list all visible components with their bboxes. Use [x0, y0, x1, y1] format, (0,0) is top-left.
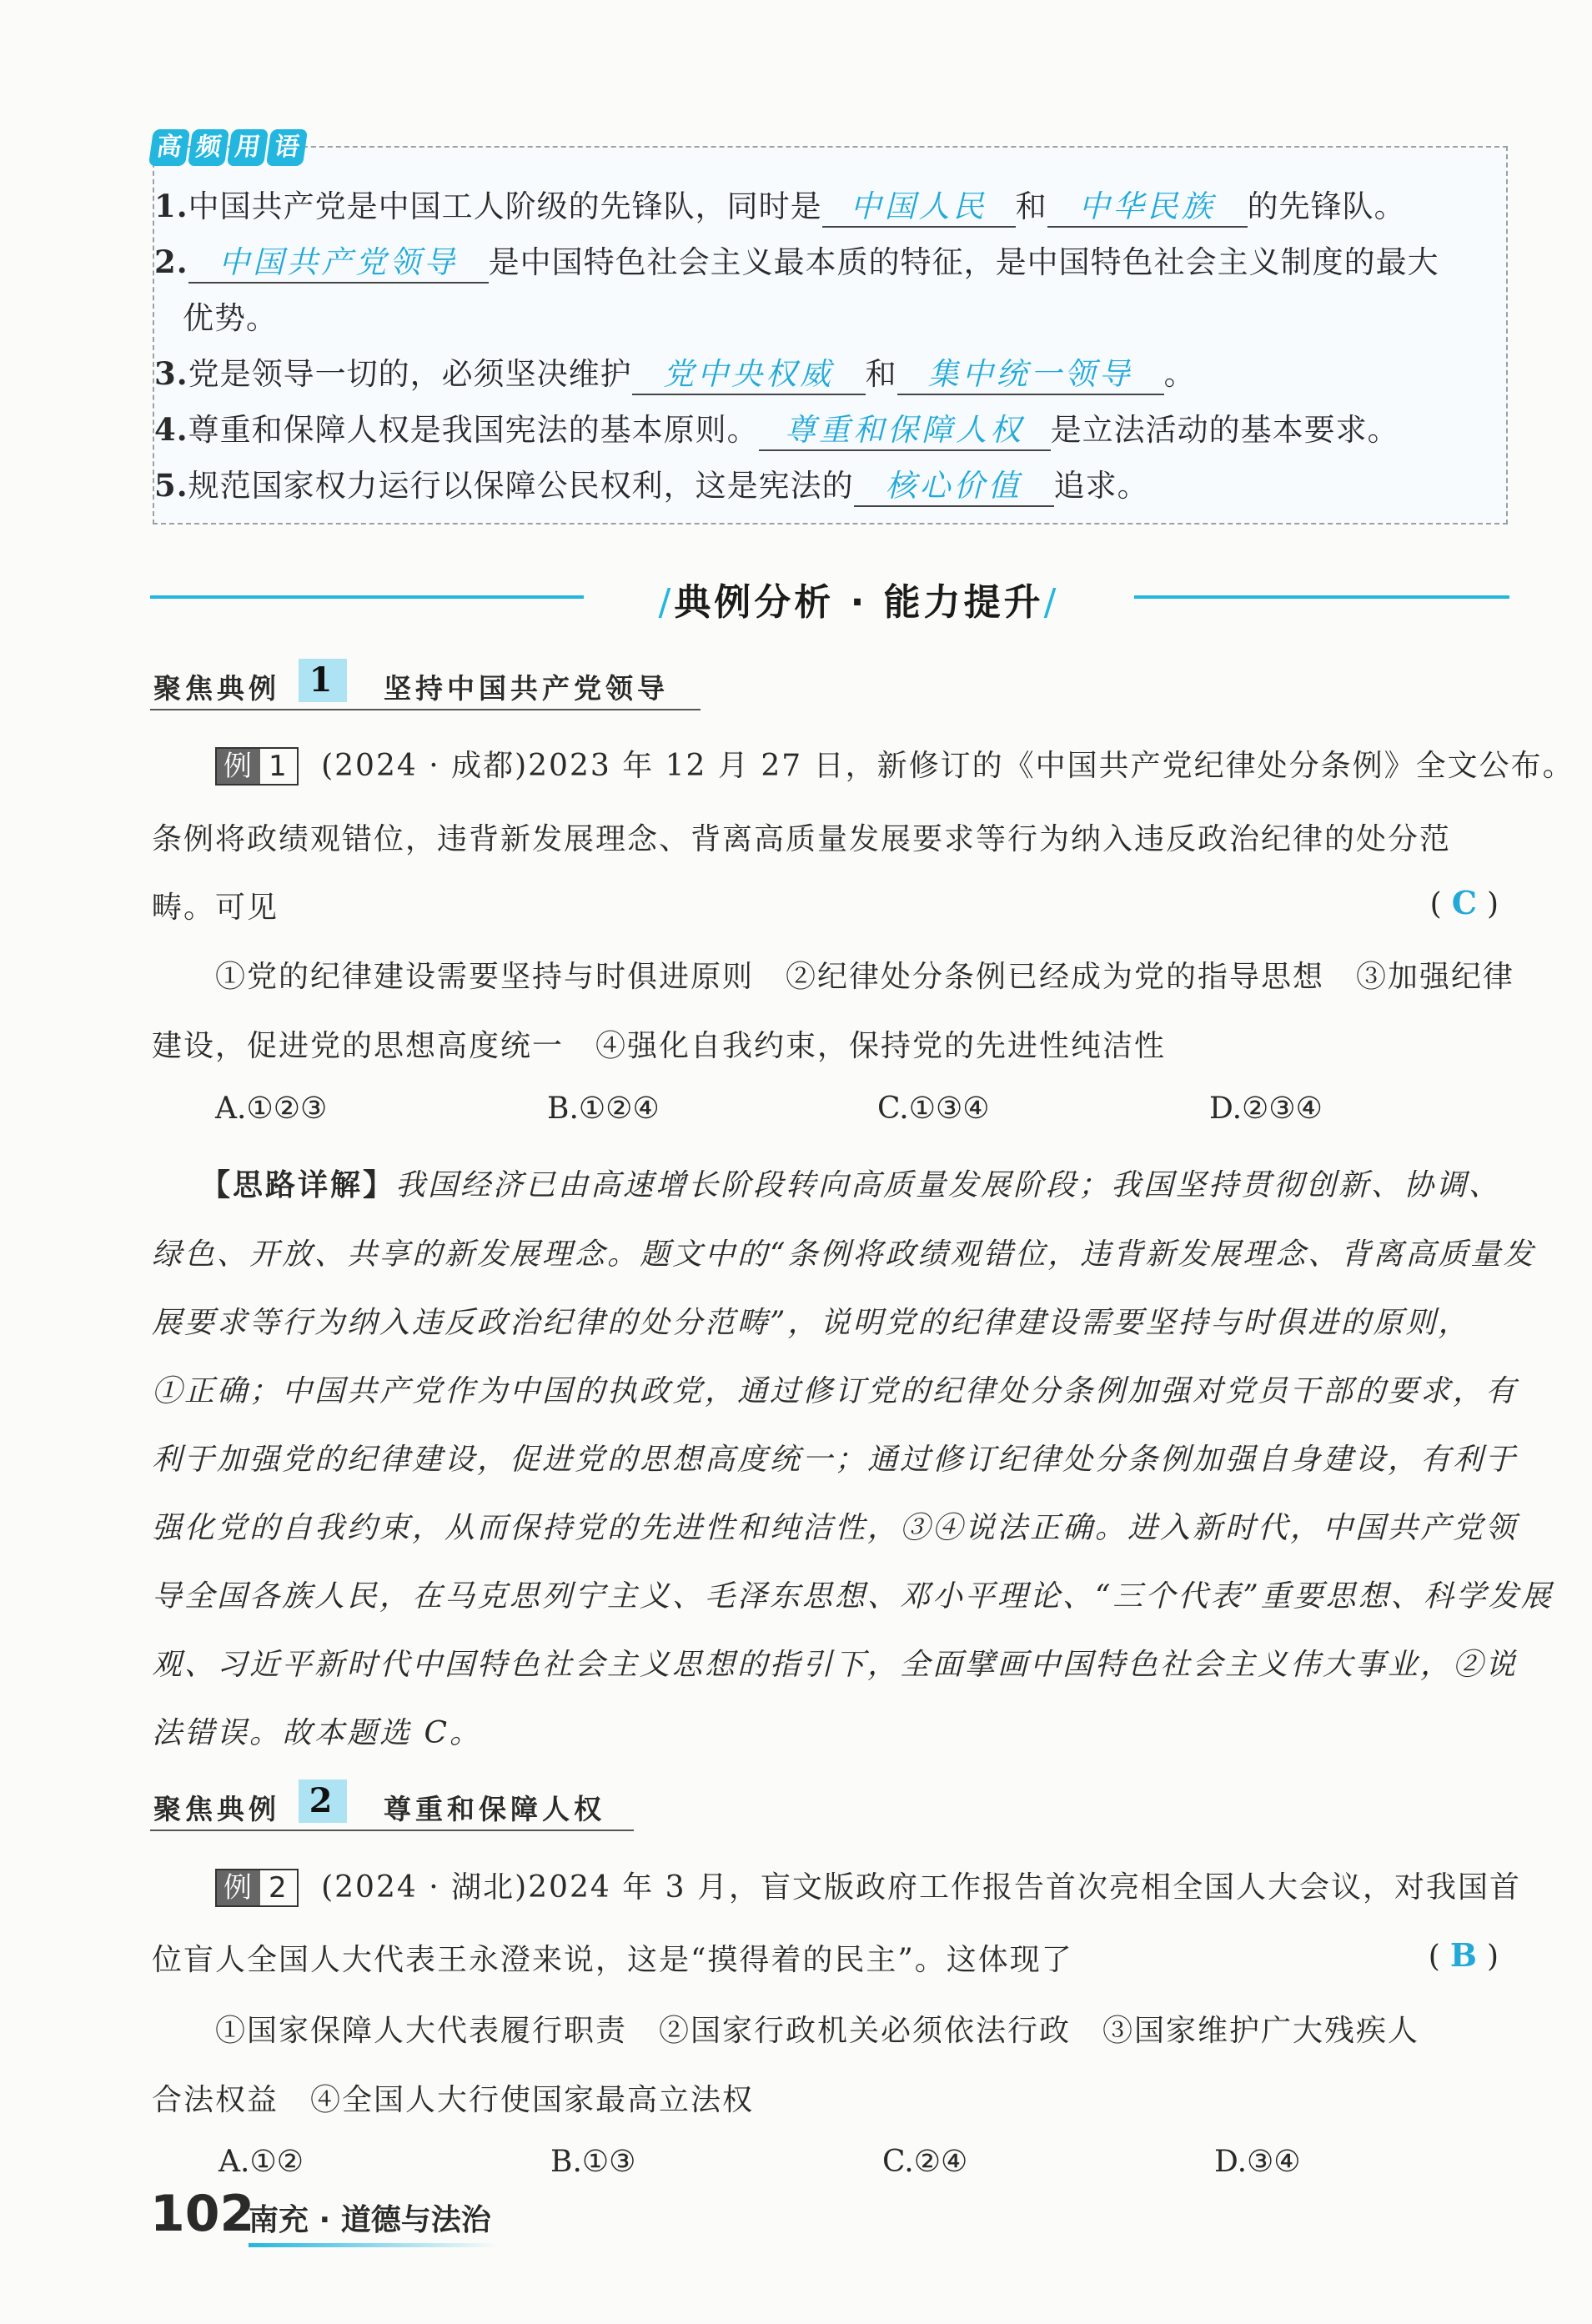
example-1-line-2: 条例将政绩观错位，违背新发展理念、背离高质量发展要求等行为纳入违反政治纪律的处分范 [152, 822, 1452, 856]
example-2-line-1: 例 2 (2024 · 湖北)2024 年 3 月，盲文版政府工作报告首次亮相全国人大会议，对我国首 [215, 1864, 1521, 1907]
banner-rule-left [150, 595, 584, 599]
section-title: /典例分析 · 能力提升/ [658, 581, 1060, 624]
example-1-statements-cont: 建设，促进党的思想高度统一 ④强化自我约束，保持党的先进性纯洁性 [152, 1029, 1167, 1063]
tag-char: 用 [227, 129, 269, 166]
example-1-line-1: 例 1 (2024 · 成都)2023 年 12 月 27 日，新修订的《中国共产党纪律处分条例》全文公布。 [215, 742, 1574, 786]
focus-heading-2: 聚焦典例 2 尊重和保障人权 [150, 1779, 634, 1831]
focus-number-badge: 2 [299, 1779, 347, 1823]
fill-blank: 中国共产党领导 [188, 237, 489, 284]
high-frequency-terms-box [153, 133, 1508, 525]
answer-letter: C [1451, 884, 1487, 921]
term-line-2: 2. 中国共产党领导 是中国特色社会主义最本质的特征，是中国特色社会主义制度的最大 [154, 237, 1439, 284]
option-c: C.①③④ [877, 1092, 990, 1126]
answer-bracket-1: (C) [1429, 884, 1509, 921]
term-line-3: 3.党是领导一切的，必须坚决维护 党中央权威 和 集中统一领导 。 [154, 349, 1196, 395]
analysis-label: 【思路详解】 [200, 1167, 396, 1202]
option-b: B.①②④ [547, 1092, 660, 1126]
example-2-statements-cont: 合法权益 ④全国人大行使国家最高立法权 [152, 2083, 755, 2117]
analysis-line: 导全国各族人民，在马克思列宁主义、毛泽东思想、邓小平理论、“三个代表”重要思想、科学发展 [152, 1579, 1554, 1614]
example-tag: 例 2 [215, 1869, 299, 1907]
tag-char: 高 [148, 129, 190, 166]
focus-heading-1: 聚焦典例 1 坚持中国共产党领导 [150, 659, 701, 710]
option-a: A.①② [218, 2145, 304, 2179]
option-a: A.①②③ [215, 1092, 328, 1126]
fill-blank: 尊重和保障人权 [759, 404, 1051, 451]
analysis-line: 法错误。故本题选 C。 [152, 1716, 482, 1750]
analysis-line: 强化党的自我约束，从而保持党的先进性和纯洁性，③④说法正确。进入新时代，中国共产党领 [152, 1511, 1519, 1545]
option-d: D.③④ [1214, 2145, 1301, 2179]
analysis-line: ①正确；中国共产党作为中国的执政党，通过修订党的纪律处分条例加强对党员干部的要求，有 [152, 1374, 1519, 1408]
section-banner [150, 572, 1509, 622]
fill-blank: 核心价值 [854, 460, 1054, 507]
term-line-2-cont: 优势。 [183, 300, 278, 336]
example-2-statements: ①国家保障人大代表履行职责 ②国家行政机关必须依法行政 ③国家维护广大残疾人 [215, 2014, 1420, 2048]
example-2-line-2: 位盲人全国人大代表王永澄来说，这是“摸得着的民主”。这体现了 [152, 1943, 1073, 1977]
option-d: D.②③④ [1209, 1092, 1323, 1126]
option-b: B.①③ [550, 2145, 636, 2179]
example-1-line-3: 畴。可见 [152, 891, 279, 925]
fill-blank: 集中统一领导 [897, 349, 1164, 395]
high-frequency-terms-tag [151, 129, 305, 166]
term-line-1: 1.中国共产党是中国工人阶级的先锋队，同时是 中国人民 和 中华民族 的先锋队。 [154, 181, 1406, 228]
tag-char: 频 [188, 129, 229, 166]
footer-accent-bar [249, 2243, 499, 2247]
analysis-line: 展要求等行为纳入违反政治纪律的处分范畴”，说明党的纪律建设需要坚持与时俱进的原则， [152, 1306, 1471, 1340]
analysis-line: 利于加强党的纪律建设，促进党的思想高度统一；通过修订纪律处分条例加强自身建设，有利于 [152, 1443, 1519, 1477]
fill-blank: 中国人民 [822, 181, 1016, 228]
fill-blank: 中华民族 [1047, 181, 1248, 228]
banner-rule-right [1134, 595, 1509, 599]
analysis-line: 绿色、开放、共享的新发展理念。题文中的“条例将政绩观错位，违背新发展理念、背离高质量发 [152, 1237, 1536, 1272]
analysis-line: 观、习近平新时代中国特色社会主义思想的指引下，全面擘画中国特色社会主义伟大事业，②说 [152, 1648, 1519, 1682]
page-number: 102 [150, 2185, 255, 2243]
analysis-line-1: 【思路详解】我国经济已由高速增长阶段转向高质量发展阶段；我国坚持贯彻创新、协调、 [200, 1167, 1502, 1202]
answer-letter: B [1449, 1936, 1487, 1974]
answer-bracket-2: (B) [1428, 1936, 1509, 1974]
fill-blank: 党中央权威 [632, 349, 866, 395]
option-c: C.②④ [882, 2145, 968, 2179]
term-line-4: 4.尊重和保障人权是我国宪法的基本原则。 尊重和保障人权 是立法活动的基本要求。 [154, 404, 1399, 451]
tag-char: 语 [266, 129, 308, 166]
example-tag: 例 1 [215, 747, 299, 786]
term-line-5: 5.规范国家权力运行以保障公民权利，这是宪法的 核心价值 追求。 [154, 460, 1149, 507]
book-title: 南充 · 道德与法治 [249, 2203, 491, 2237]
example-1-statements: ①党的纪律建设需要坚持与时俱进原则 ②纪律处分条例已经成为党的指导思想 ③加强纪律 [215, 960, 1515, 994]
focus-number-badge: 1 [299, 659, 347, 702]
